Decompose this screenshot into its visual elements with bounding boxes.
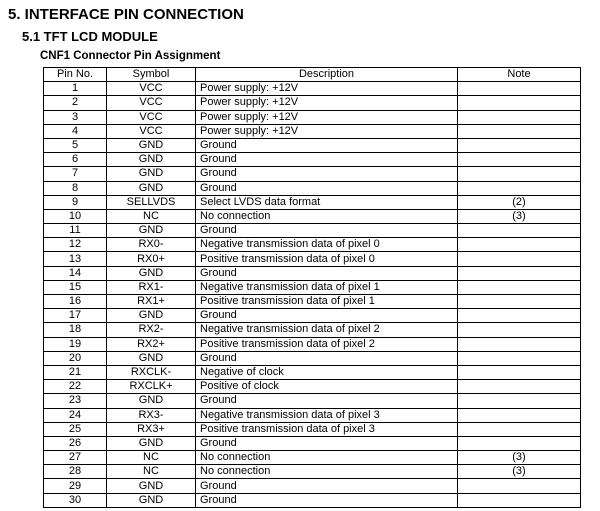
description-cell: Ground bbox=[196, 266, 458, 280]
symbol-cell: GND bbox=[107, 266, 196, 280]
description-cell: Power supply: +12V bbox=[196, 96, 458, 110]
table-title: CNF1 Connector Pin Assignment bbox=[40, 50, 221, 62]
note-cell bbox=[458, 181, 581, 195]
table-row bbox=[44, 252, 581, 266]
note-cell bbox=[458, 295, 581, 309]
pin-number-cell: 12 bbox=[44, 238, 107, 252]
description-cell: Ground bbox=[196, 351, 458, 365]
description-cell: Ground bbox=[196, 479, 458, 493]
symbol-cell: GND bbox=[107, 394, 196, 408]
note-cell: (3) bbox=[458, 451, 581, 465]
symbol-cell: RX1+ bbox=[107, 295, 196, 309]
symbol-cell: RX2+ bbox=[107, 337, 196, 351]
table-row bbox=[44, 394, 581, 408]
pin-number-cell: 17 bbox=[44, 309, 107, 323]
description-cell: Ground bbox=[196, 394, 458, 408]
table-row bbox=[44, 266, 581, 280]
description-cell: Positive of clock bbox=[196, 380, 458, 394]
pin-number-cell: 26 bbox=[44, 436, 107, 450]
note-cell bbox=[458, 280, 581, 294]
note-cell bbox=[458, 153, 581, 167]
note-cell bbox=[458, 167, 581, 181]
note-cell bbox=[458, 493, 581, 507]
note-cell bbox=[458, 436, 581, 450]
symbol-cell: NC bbox=[107, 451, 196, 465]
pin-number-cell: 6 bbox=[44, 153, 107, 167]
note-cell bbox=[458, 479, 581, 493]
pin-number-cell: 21 bbox=[44, 365, 107, 379]
note-cell bbox=[458, 351, 581, 365]
pin-number-cell: 14 bbox=[44, 266, 107, 280]
note-cell bbox=[458, 110, 581, 124]
table-row bbox=[44, 365, 581, 379]
subsection-title: 5.1 TFT LCD MODULE bbox=[22, 29, 158, 44]
note-cell bbox=[458, 124, 581, 138]
note-cell bbox=[458, 380, 581, 394]
note-cell bbox=[458, 96, 581, 110]
description-cell: Negative transmission data of pixel 1 bbox=[196, 280, 458, 294]
table-row bbox=[44, 436, 581, 450]
description-cell: Power supply: +12V bbox=[196, 82, 458, 96]
table-row bbox=[44, 323, 581, 337]
symbol-cell: RXCLK- bbox=[107, 365, 196, 379]
description-cell: Negative of clock bbox=[196, 365, 458, 379]
pin-number-cell: 22 bbox=[44, 380, 107, 394]
symbol-cell: VCC bbox=[107, 96, 196, 110]
symbol-cell: RX3+ bbox=[107, 422, 196, 436]
pin-number-cell: 24 bbox=[44, 408, 107, 422]
note-cell bbox=[458, 252, 581, 266]
table-row bbox=[44, 351, 581, 365]
symbol-cell: VCC bbox=[107, 82, 196, 96]
symbol-cell: SELLVDS bbox=[107, 195, 196, 209]
pin-number-cell: 4 bbox=[44, 124, 107, 138]
table-row bbox=[44, 96, 581, 110]
table-row bbox=[44, 209, 581, 223]
pin-number-cell: 11 bbox=[44, 224, 107, 238]
description-cell: Ground bbox=[196, 138, 458, 152]
symbol-cell: GND bbox=[107, 436, 196, 450]
description-cell: No connection bbox=[196, 209, 458, 223]
table-row bbox=[44, 295, 581, 309]
pin-number-cell: 10 bbox=[44, 209, 107, 223]
table-row bbox=[44, 422, 581, 436]
description-cell: Positive transmission data of pixel 1 bbox=[196, 295, 458, 309]
note-cell bbox=[458, 422, 581, 436]
note-cell bbox=[458, 82, 581, 96]
symbol-cell: RX1- bbox=[107, 280, 196, 294]
pin-number-cell: 1 bbox=[44, 82, 107, 96]
pin-number-cell: 25 bbox=[44, 422, 107, 436]
description-cell: Ground bbox=[196, 436, 458, 450]
pin-number-cell: 20 bbox=[44, 351, 107, 365]
pin-number-cell: 2 bbox=[44, 96, 107, 110]
table-row bbox=[44, 380, 581, 394]
symbol-cell: VCC bbox=[107, 124, 196, 138]
pin-assignment-table bbox=[43, 67, 581, 508]
symbol-cell: GND bbox=[107, 153, 196, 167]
table-row bbox=[44, 479, 581, 493]
pin-number-cell: 29 bbox=[44, 479, 107, 493]
pin-number-cell: 9 bbox=[44, 195, 107, 209]
note-cell: (2) bbox=[458, 195, 581, 209]
symbol-cell: GND bbox=[107, 479, 196, 493]
symbol-cell: RXCLK+ bbox=[107, 380, 196, 394]
pin-number-cell: 28 bbox=[44, 465, 107, 479]
table-row bbox=[44, 309, 581, 323]
description-cell: Ground bbox=[196, 493, 458, 507]
pin-number-cell: 8 bbox=[44, 181, 107, 195]
note-cell bbox=[458, 323, 581, 337]
pin-number-cell: 13 bbox=[44, 252, 107, 266]
pin-number-cell: 18 bbox=[44, 323, 107, 337]
symbol-cell: GND bbox=[107, 309, 196, 323]
description-cell: Positive transmission data of pixel 3 bbox=[196, 422, 458, 436]
column-header-description: Description bbox=[196, 68, 458, 82]
table-row bbox=[44, 451, 581, 465]
table-row bbox=[44, 280, 581, 294]
note-cell bbox=[458, 224, 581, 238]
table-row bbox=[44, 181, 581, 195]
pin-number-cell: 19 bbox=[44, 337, 107, 351]
description-cell: Power supply: +12V bbox=[196, 110, 458, 124]
pin-number-cell: 23 bbox=[44, 394, 107, 408]
pin-number-cell: 7 bbox=[44, 167, 107, 181]
description-cell: Select LVDS data format bbox=[196, 195, 458, 209]
description-cell: Negative transmission data of pixel 2 bbox=[196, 323, 458, 337]
symbol-cell: NC bbox=[107, 465, 196, 479]
pin-number-cell: 30 bbox=[44, 493, 107, 507]
table-row bbox=[44, 337, 581, 351]
symbol-cell: RX2- bbox=[107, 323, 196, 337]
description-cell: Ground bbox=[196, 153, 458, 167]
description-cell: Positive transmission data of pixel 2 bbox=[196, 337, 458, 351]
symbol-cell: NC bbox=[107, 209, 196, 223]
description-cell: Ground bbox=[196, 224, 458, 238]
symbol-cell: RX3- bbox=[107, 408, 196, 422]
note-cell: (3) bbox=[458, 465, 581, 479]
pin-number-cell: 16 bbox=[44, 295, 107, 309]
pin-number-cell: 5 bbox=[44, 138, 107, 152]
note-cell bbox=[458, 408, 581, 422]
pin-number-cell: 3 bbox=[44, 110, 107, 124]
table-row bbox=[44, 238, 581, 252]
description-cell: Power supply: +12V bbox=[196, 124, 458, 138]
symbol-cell: RX0- bbox=[107, 238, 196, 252]
description-cell: Ground bbox=[196, 167, 458, 181]
table-row bbox=[44, 408, 581, 422]
table-header-row bbox=[44, 68, 581, 82]
note-cell bbox=[458, 266, 581, 280]
symbol-cell: GND bbox=[107, 181, 196, 195]
symbol-cell: GND bbox=[107, 224, 196, 238]
table-row bbox=[44, 153, 581, 167]
description-cell: Negative transmission data of pixel 0 bbox=[196, 238, 458, 252]
note-cell bbox=[458, 365, 581, 379]
note-cell bbox=[458, 138, 581, 152]
description-cell: No connection bbox=[196, 465, 458, 479]
description-cell: Negative transmission data of pixel 3 bbox=[196, 408, 458, 422]
table-row bbox=[44, 224, 581, 238]
symbol-cell: RX0+ bbox=[107, 252, 196, 266]
description-cell: Ground bbox=[196, 181, 458, 195]
table-row bbox=[44, 195, 581, 209]
note-cell bbox=[458, 309, 581, 323]
table-row bbox=[44, 110, 581, 124]
symbol-cell: GND bbox=[107, 167, 196, 181]
symbol-cell: GND bbox=[107, 351, 196, 365]
symbol-cell: GND bbox=[107, 493, 196, 507]
note-cell bbox=[458, 394, 581, 408]
symbol-cell: GND bbox=[107, 138, 196, 152]
description-cell: Positive transmission data of pixel 0 bbox=[196, 252, 458, 266]
table-row bbox=[44, 167, 581, 181]
column-header-symbol: Symbol bbox=[107, 68, 196, 82]
table-row bbox=[44, 465, 581, 479]
pin-number-cell: 27 bbox=[44, 451, 107, 465]
symbol-cell: VCC bbox=[107, 110, 196, 124]
table-row bbox=[44, 124, 581, 138]
table-row bbox=[44, 138, 581, 152]
section-title: 5. INTERFACE PIN CONNECTION bbox=[8, 6, 244, 23]
table-body bbox=[44, 82, 581, 508]
description-cell: Ground bbox=[196, 309, 458, 323]
pin-number-cell: 15 bbox=[44, 280, 107, 294]
note-cell bbox=[458, 337, 581, 351]
column-header-note: Note bbox=[458, 68, 581, 82]
description-cell: No connection bbox=[196, 451, 458, 465]
table-row bbox=[44, 493, 581, 507]
note-cell bbox=[458, 238, 581, 252]
note-cell: (3) bbox=[458, 209, 581, 223]
column-header-pin: Pin No. bbox=[44, 68, 107, 82]
table-row bbox=[44, 82, 581, 96]
